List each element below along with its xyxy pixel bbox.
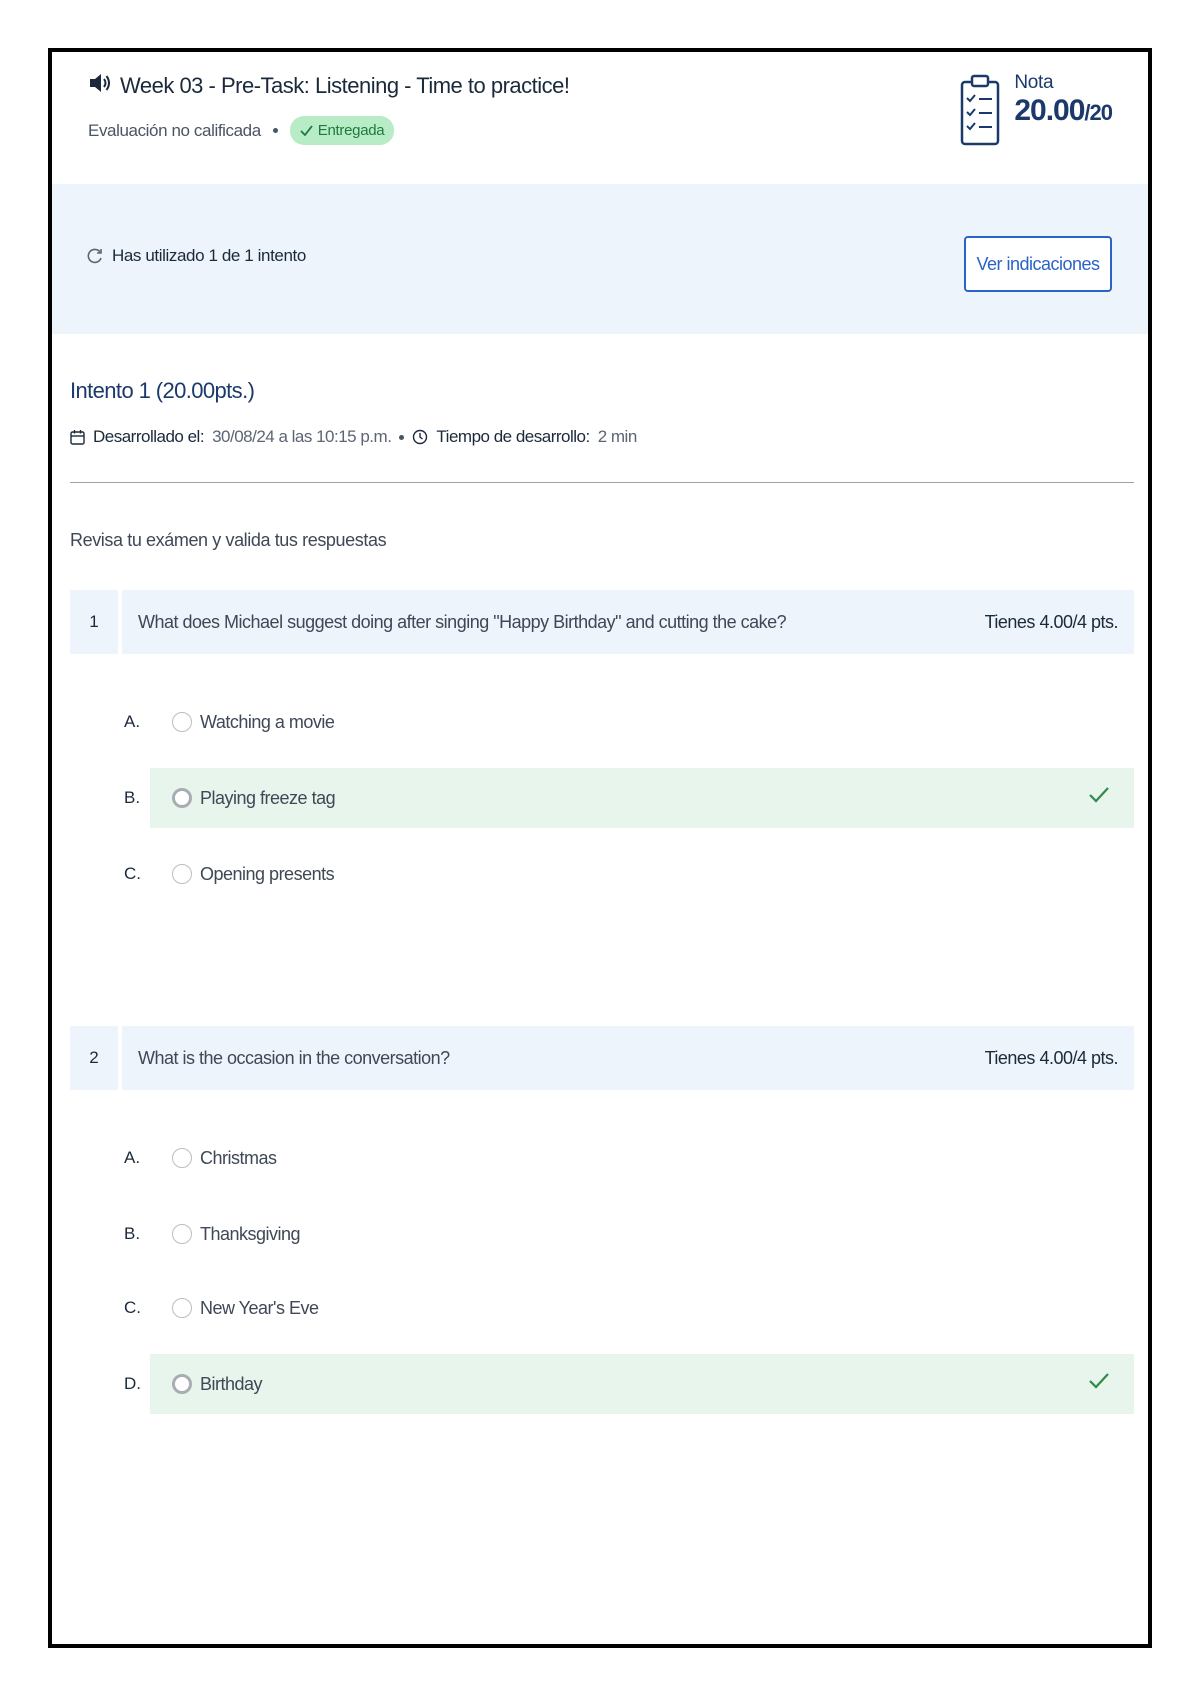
question-header <box>122 1026 1134 1090</box>
attempts-band <box>52 184 1148 334</box>
option-letter: B. <box>124 1224 141 1243</box>
answer-option[interactable] <box>122 1128 1134 1188</box>
radio-button[interactable] <box>172 1374 192 1394</box>
attempt-title: Intento 1 (20.00pts.) <box>70 378 255 403</box>
radio-button[interactable] <box>172 864 192 884</box>
option-text: Christmas <box>200 1147 277 1168</box>
option-body[interactable] <box>150 844 1134 904</box>
answer-option-selected[interactable] <box>122 1354 1134 1414</box>
status-badge-label: Entregada <box>317 122 385 139</box>
option-body[interactable] <box>150 1128 1134 1188</box>
status-badge <box>290 116 395 145</box>
answer-option[interactable] <box>122 844 1134 904</box>
grade-block <box>958 72 1112 153</box>
option-letter: C. <box>124 1298 141 1317</box>
question-score: Tienes 4.00/4 pts. <box>984 611 1118 632</box>
question-text: What is the occasion in the conversation? <box>138 1047 450 1068</box>
option-body[interactable] <box>150 1354 1134 1414</box>
option-letter: A. <box>124 712 141 731</box>
radio-button[interactable] <box>172 1224 192 1244</box>
speaker-icon[interactable] <box>88 72 112 99</box>
check-icon <box>1088 785 1110 805</box>
question-number: 2 <box>70 1026 118 1090</box>
option-text: Thanksgiving <box>200 1223 301 1244</box>
view-instructions-button[interactable]: Ver indicaciones <box>964 236 1112 292</box>
duration-value: 2 min <box>597 427 637 446</box>
attempts-text: Has utilizado 1 de 1 intento <box>112 246 306 265</box>
date-value: 30/08/24 a las 10:15 p.m. <box>212 427 392 446</box>
option-letter: D. <box>124 1374 141 1393</box>
evaluation-type: Evaluación no calificada <box>88 120 261 140</box>
radio-button[interactable] <box>172 788 192 808</box>
separator-dot <box>399 435 404 440</box>
option-letter: A. <box>124 1148 141 1167</box>
title-row <box>88 72 570 99</box>
evaluation-panel <box>48 48 1152 1648</box>
review-instructions: Revisa tu exámen y valida tus respuestas <box>70 530 387 550</box>
evaluation-header <box>52 52 1148 184</box>
answer-option[interactable] <box>122 1278 1134 1338</box>
page-title: Week 03 - Pre-Task: Listening - Time to practice! <box>120 72 570 98</box>
status-row <box>88 116 394 145</box>
refresh-icon <box>86 247 104 265</box>
attempts-info <box>86 246 306 266</box>
option-text: New Year's Eve <box>200 1297 319 1318</box>
option-body[interactable] <box>150 1204 1134 1264</box>
radio-button[interactable] <box>172 712 192 732</box>
question-score: Tienes 4.00/4 pts. <box>984 1047 1118 1068</box>
option-text: Birthday <box>200 1373 263 1394</box>
grade-value <box>1014 94 1112 127</box>
grade-text <box>1014 72 1112 127</box>
option-letter: B. <box>124 788 141 807</box>
question-header <box>122 590 1134 654</box>
option-body[interactable] <box>150 692 1134 752</box>
question-number: 1 <box>70 590 118 654</box>
option-text: Opening presents <box>200 863 335 884</box>
attempt-meta <box>70 427 637 447</box>
question-text: What does Michael suggest doing after singing "Happy Birthday" and cutting the cake? <box>138 611 787 632</box>
grade-label: Nota <box>1014 72 1054 93</box>
divider <box>70 482 1134 483</box>
grade-score: 20.00 <box>1014 94 1085 127</box>
option-body[interactable] <box>150 768 1134 828</box>
check-icon <box>1088 1371 1110 1391</box>
option-text: Watching a movie <box>200 711 335 732</box>
separator-dot <box>273 128 278 133</box>
date-label: Desarrollado el: <box>93 427 205 446</box>
answer-option[interactable] <box>122 1204 1134 1264</box>
check-icon <box>300 125 313 136</box>
answer-option-selected[interactable] <box>122 768 1134 828</box>
option-body[interactable] <box>150 1278 1134 1338</box>
duration-label: Tiempo de desarrollo: <box>436 427 590 446</box>
answer-option[interactable] <box>122 692 1134 752</box>
calendar-icon <box>70 429 85 445</box>
radio-button[interactable] <box>172 1148 192 1168</box>
grade-max: /20 <box>1084 100 1112 125</box>
option-letter: C. <box>124 864 141 883</box>
clock-icon <box>412 429 428 445</box>
option-text: Playing freeze tag <box>200 787 336 808</box>
clipboard-icon <box>958 72 1004 153</box>
radio-button[interactable] <box>172 1298 192 1318</box>
